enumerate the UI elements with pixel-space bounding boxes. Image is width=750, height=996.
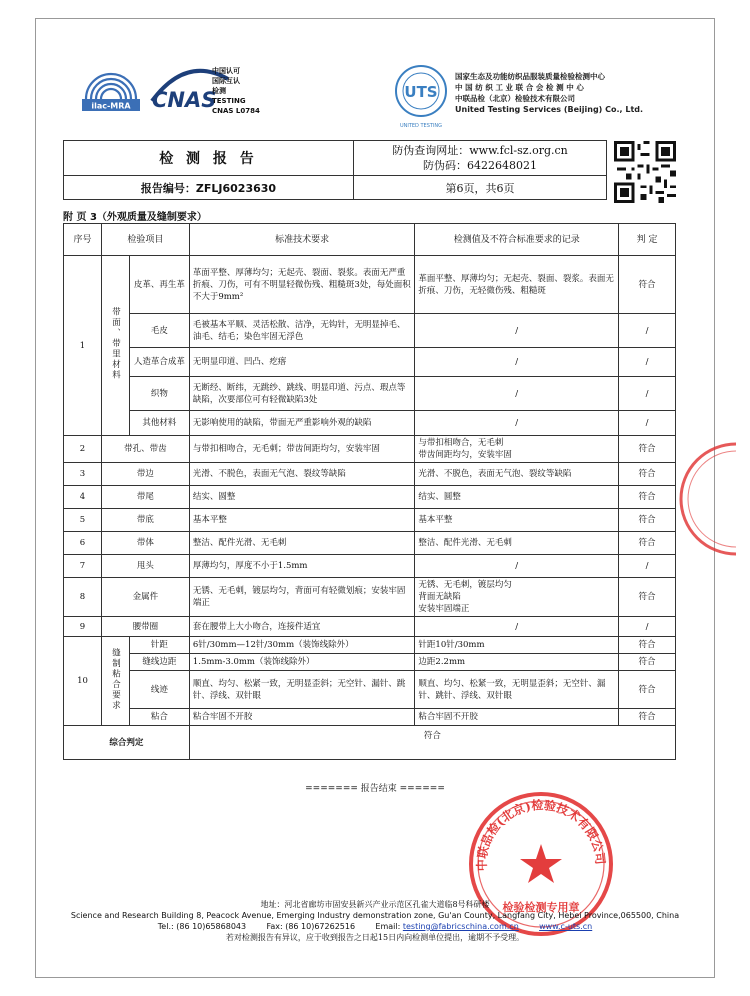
anti-fake-info: 防伪查询网址：www.fcl-sz.org.cn 防伪码：6422648021 xyxy=(354,141,607,176)
record: 基本平整 xyxy=(415,509,619,532)
requirement: 厚薄均匀，厚度不小于1.5mm xyxy=(189,555,415,578)
record: 与带扣相吻合，无毛刺 带齿间距均匀，安装牢固 xyxy=(415,436,619,463)
cnas-caption: 中国认可 国际互认 检测 TESTING CNAS L0784 xyxy=(212,67,260,115)
table-row xyxy=(64,411,676,436)
report-title: 检 测 报 告 xyxy=(64,141,354,176)
contact-line: Tel.: (86 10)65868043 Fax: (86 10)67262516 Email: testing@fabricschina.com.cn www.c-uts.cn xyxy=(157,922,593,931)
table-row xyxy=(64,256,676,314)
item-name: 缝线边距 xyxy=(129,654,189,671)
table-row: 2 带孔、带齿 与带扣相吻合，无毛刺；带齿间距均匀，安装牢固 与带扣相吻合，无毛刺 带齿间距均匀，安装牢固 符合 xyxy=(64,436,676,463)
item-name: 带边 xyxy=(101,463,189,486)
requirement: 粘合牢固不开胶 xyxy=(189,709,415,726)
result: 符合 xyxy=(619,463,676,486)
svg-text:UTS: UTS xyxy=(404,83,438,101)
result: 符合 xyxy=(619,256,676,314)
record: 无锈、无毛刺，镀层均匀 背面无缺陷 安装牢固端正 xyxy=(415,578,619,617)
result: 符合 xyxy=(619,654,676,671)
record: / xyxy=(415,314,619,348)
summary-value: 符合 xyxy=(189,726,675,760)
record: / xyxy=(415,377,619,411)
item-name: 人造革合成革 xyxy=(129,348,189,377)
item-name: 甩头 xyxy=(101,555,189,578)
requirement: 套在腰带上大小吻合，连接件适宜 xyxy=(189,617,415,637)
result: / xyxy=(619,411,676,436)
item-name: 线迹 xyxy=(129,671,189,709)
group-label: 缝制粘合要求 xyxy=(101,637,129,726)
table-row: 4 带尾 结实、圆整 结实、圆整 符合 xyxy=(64,486,676,509)
table-row xyxy=(64,709,676,726)
table-row xyxy=(64,654,676,671)
uts-caption: 国家生态及功能纺织品服装质量检验检测中心 中 国 纺 织 工 业 联 合 会 检 测 中 心 中联品检（北京）检验技术有限公司 United Testing Services (Beijing) Co., Ltd. xyxy=(455,72,644,114)
record: / xyxy=(415,617,619,637)
item-name: 皮革、再生革 xyxy=(129,256,189,314)
item-name: 金属件 xyxy=(101,578,189,617)
svg-text:UNITED TESTING: UNITED TESTING xyxy=(399,123,443,129)
record: 光滑、不脱色，表面无气泡、裂纹等缺陷 xyxy=(415,463,619,486)
col-item: 检验项目 xyxy=(101,224,189,256)
summary-label: 综合判定 xyxy=(64,726,190,760)
table-row xyxy=(64,314,676,348)
col-result: 判 定 xyxy=(619,224,676,256)
ilac-mra-logo xyxy=(76,59,146,129)
summary-row xyxy=(64,726,676,760)
header-logos xyxy=(36,19,714,139)
requirement: 毛被基本平顺、灵活松散、洁净，无钩针，无明显掉毛、油毛、结毛；染色牢固无浮色 xyxy=(189,314,415,348)
side-stamp xyxy=(676,439,736,559)
svg-text:中联品检(北京)检验技术有限公司: 中联品检(北京)检验技术有限公司 xyxy=(474,798,608,872)
table-row: 6 带体 整洁、配件光滑、无毛刺 整洁、配件光滑、无毛刺 符合 xyxy=(64,532,676,555)
requirement: 无明显印道、凹凸、疙瘩 xyxy=(189,348,415,377)
requirement: 无断经、断纬，无跳纱、跳线、明显印道、污点、瑕点等缺陷，次要部位可有轻微缺陷3处 xyxy=(189,377,415,411)
qr-code[interactable] xyxy=(614,141,676,203)
item-name: 带底 xyxy=(101,509,189,532)
item-name: 腰带圈 xyxy=(101,617,189,637)
report-end: ======= 报告结束 ====== xyxy=(305,784,445,794)
table-row xyxy=(64,671,676,709)
table-row xyxy=(64,377,676,411)
table-row: 9 腰带圈 套在腰带上大小吻合，连接件适宜 / / xyxy=(64,617,676,637)
result: 符合 xyxy=(619,637,676,654)
requirement: 无锈、无毛刺，镀层均匀，背面可有轻微划痕；安装牢固端正 xyxy=(189,578,415,617)
record: 粘合牢固不开胶 xyxy=(415,709,619,726)
table-row: 3 带边 光滑、不脱色，表面无气泡、裂纹等缺陷 光滑、不脱色，表面无气泡、裂纹等缺陷 符合 xyxy=(64,463,676,486)
objection-notice: 若对检测报告有异议，应于收到报告之日起15日内向检测单位提出，逾期不予受理。 xyxy=(225,933,525,942)
uts-logo xyxy=(391,61,451,131)
svg-text:检验检测专用章: 检验检测专用章 xyxy=(502,901,580,914)
report-title-block xyxy=(63,140,607,200)
result: 符合 xyxy=(619,436,676,463)
item-name: 毛皮 xyxy=(129,314,189,348)
result: 符合 xyxy=(619,709,676,726)
result: 符合 xyxy=(619,532,676,555)
table-row xyxy=(64,348,676,377)
item-name: 其他材料 xyxy=(129,411,189,436)
inspection-table xyxy=(63,223,676,760)
page-info: 第6页，共6页 xyxy=(354,176,607,200)
item-name: 带孔、带齿 xyxy=(101,436,189,463)
table-header xyxy=(64,224,676,256)
report-page xyxy=(35,18,715,978)
group-label: 带面、带里材料 xyxy=(101,256,129,436)
record: / xyxy=(415,555,619,578)
col-no: 序号 xyxy=(64,224,102,256)
requirement: 光滑、不脱色，表面无气泡、裂纹等缺陷 xyxy=(189,463,415,486)
result: / xyxy=(619,377,676,411)
requirement: 顺直、均匀、松紧一致，无明显歪斜；无空针、漏针、跳针、浮线、双针眼 xyxy=(189,671,415,709)
item-name: 粘合 xyxy=(129,709,189,726)
result: 符合 xyxy=(619,486,676,509)
requirement: 结实、圆整 xyxy=(189,486,415,509)
requirement: 6针/30mm—12针/30mm（装饰线除外） xyxy=(189,637,415,654)
col-requirement: 标准技术要求 xyxy=(189,224,415,256)
requirement: 无影响使用的缺陷，带面无严重影响外观的缺陷 xyxy=(189,411,415,436)
result: 符合 xyxy=(619,578,676,617)
table-row: 8 金属件 无锈、无毛刺，镀层均匀，背面可有轻微划痕；安装牢固端正 无锈、无毛刺，镀层均匀 背面无缺陷 安装牢固端正 符合 xyxy=(64,578,676,617)
result: / xyxy=(619,555,676,578)
record: / xyxy=(415,348,619,377)
requirement: 整洁、配件光滑、无毛刺 xyxy=(189,532,415,555)
row-number: 1 xyxy=(64,256,102,436)
result: / xyxy=(619,348,676,377)
requirement: 与带扣相吻合，无毛刺；带齿间距均匀，安装牢固 xyxy=(189,436,415,463)
item-name: 针距 xyxy=(129,637,189,654)
result: / xyxy=(619,314,676,348)
record: 针距10针/30mm xyxy=(415,637,619,654)
svg-text:ilac-MRA: ilac-MRA xyxy=(91,101,131,111)
table-row: 7 甩头 厚薄均匀，厚度不小于1.5mm / / xyxy=(64,555,676,578)
record: 边距2.2mm xyxy=(415,654,619,671)
record: 顺直、均匀、松紧一致，无明显歪斜；无空针、漏针、跳针、浮线、双针眼 xyxy=(415,671,619,709)
appendix-title: 附 页 3（外观质量及缝制要求） xyxy=(63,212,207,223)
record: 结实、圆整 xyxy=(415,486,619,509)
table-row: 10 缝制粘合要求 针距 6针/30mm—12针/30mm（装饰线除外） 针距10针/30mm 符合 xyxy=(64,637,676,654)
address-en: Science and Research Building 8, Peacock Avenue, Emerging Industry demonstration zone, Gu'an County, Langfang City, Hebei Province,065500, China xyxy=(70,911,680,920)
result: / xyxy=(619,617,676,637)
email-link[interactable]: testing@fabricschina.com.cn xyxy=(402,922,519,931)
item-name: 带尾 xyxy=(101,486,189,509)
result: 符合 xyxy=(619,509,676,532)
footer xyxy=(36,899,714,943)
record: / xyxy=(415,411,619,436)
result: 符合 xyxy=(619,671,676,709)
svg-text:CNAS: CNAS xyxy=(152,88,217,112)
address-zh: 地址：河北省廊坊市固安县新兴产业示范区孔雀大道临8号科研楼 xyxy=(260,900,490,909)
table-row: 5 带底 基本平整 基本平整 符合 xyxy=(64,509,676,532)
report-number: 报告编号：ZFLJ6023630 xyxy=(64,176,354,200)
record: 整洁、配件光滑、无毛刺 xyxy=(415,532,619,555)
requirement: 基本平整 xyxy=(189,509,415,532)
item-name: 织物 xyxy=(129,377,189,411)
record: 革面平整、厚薄均匀；无起壳、裂面、裂浆。表面无折痕、刀伤，无轻微伤残、粗糙斑 xyxy=(415,256,619,314)
requirement: 1.5mm-3.0mm（装饰线除外） xyxy=(189,654,415,671)
col-record: 检测值及不符合标准要求的记录 xyxy=(415,224,619,256)
item-name: 带体 xyxy=(101,532,189,555)
website-link[interactable]: www.c-uts.cn xyxy=(539,922,593,931)
requirement: 革面平整、厚薄均匀；无起壳、裂面、裂浆。表面无严重折痕、刀伤，可有不明显轻微伤残、粗糙斑3处，每处面积不大于9mm² xyxy=(189,256,415,314)
